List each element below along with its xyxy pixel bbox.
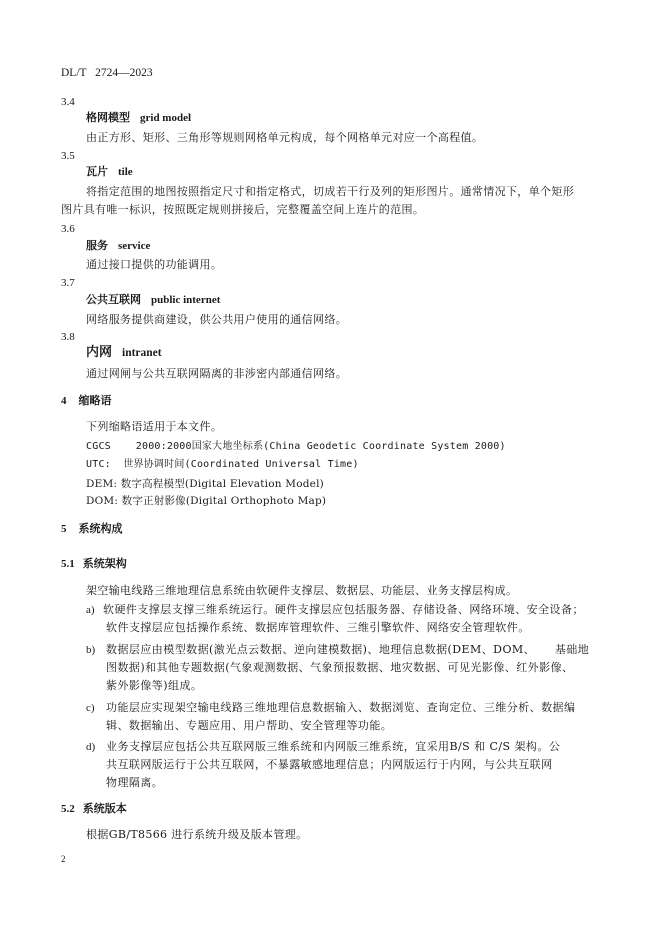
list-item-text: 图数据)和其他专题数据(气象观测数据、气象预报数据、地灾数据、可见光影像、红外影像、 (106, 661, 574, 674)
list-item-text: 物理隔离。 (106, 776, 164, 789)
abbreviation-entry: UTC: 世界协调时间(Coordinated Universal Time) (86, 459, 359, 470)
term-definition: 通过接口提供的功能调用。 (86, 258, 223, 271)
abbreviation-entry: DOM: 数字正射影像(Digital Orthophoto Map) (86, 495, 327, 507)
term-zh: 公共互联网 (86, 293, 141, 306)
term-en: tile (118, 166, 133, 178)
section-number: 4 (61, 395, 67, 407)
abbreviation-entry: CGCS 2000:2000国家大地坐标系(China Geodetic Coordinate System 2000) (86, 441, 506, 452)
section-number: 5 (61, 523, 67, 535)
term-title (86, 239, 150, 253)
list-item-label: c) (86, 702, 95, 714)
section-intro: 下列缩略语适用于本文件。 (86, 420, 223, 433)
term-definition: 将指定范围的地图按照指定尺寸和指定格式，切成若干行及列的矩形图片。通常情况下，单个矩形 (86, 185, 575, 198)
document-code-header: DL/T 2724—2023 (61, 67, 153, 79)
term-number: 3.7 (61, 277, 75, 289)
term-number: 3.4 (61, 96, 75, 108)
list-item-text: 辑、数据输出、专题应用、用户帮助、安全管理等功能。 (106, 719, 393, 732)
term-zh: 内网 (86, 345, 113, 360)
term-definition: 通过网闸与公共互联网隔离的非涉密内部通信网络。 (86, 367, 348, 380)
term-definition: 网络服务提供商建设，供公共用户使用的通信网络。 (86, 313, 348, 326)
section-heading (61, 522, 123, 536)
subsection-number: 5.2 (61, 803, 75, 815)
list-item-text: 共互联网版运行于公共互联网，不暴露敏感地理信息；内网版运行于内网，与公共互联网 (106, 758, 553, 771)
abbreviation-entry: DEM: 数字高程模型(Digital Elevation Model) (86, 478, 324, 490)
subsection-heading (61, 557, 127, 571)
list-item-label: a) (86, 604, 95, 616)
subsection-text: 根据GB/T8566 进行系统升级及版本管理。 (86, 828, 308, 841)
term-en: intranet (122, 347, 162, 359)
term-zh: 瓦片 (86, 165, 108, 178)
subsection-number: 5.1 (61, 558, 75, 570)
section-title: 系统构成 (78, 522, 123, 535)
term-title (86, 293, 220, 307)
page-number: 2 (61, 854, 66, 864)
list-item-text: 数据层应由模型数据(激光点云数据、逆向建模数据)、地理信息数据(DEM、DOM、 基础地 (106, 643, 590, 656)
section-title: 缩略语 (78, 394, 112, 407)
list-item-text: 软硬件支撑层支撑三维系统运行。硬件支撑层应包括服务器、存储设备、网络环境、安全设备； (103, 603, 584, 616)
term-definition-continued: 图片具有唯一标识，按照既定规则拼接后，完整覆盖空间上连片的范围。 (61, 203, 425, 216)
subsection-title: 系统架构 (82, 557, 127, 570)
list-item-text: 业务支撑层应包括公共互联网版三维系统和内网版三维系统，宜采用B/S 和 C/S 架构。公 (106, 740, 561, 753)
term-zh: 服务 (86, 239, 108, 252)
subsection-title: 系统版本 (82, 802, 127, 815)
term-number: 3.5 (61, 150, 75, 162)
list-item-text: 功能层应实现架空输电线路三维地理信息数据输入、数据浏览、查询定位、三维分析、数据编 (106, 701, 576, 714)
term-definition: 由正方形、矩形、三角形等规则网格单元构成，每个网格单元对应一个高程值。 (86, 131, 484, 144)
term-number: 3.6 (61, 223, 75, 235)
term-en: public internet (151, 294, 221, 306)
term-title (86, 111, 191, 125)
subsection-intro: 架空输电线路三维地理信息系统由软硬件支撑层、数据层、功能层、业务支撑层构成。 (86, 584, 518, 597)
term-number: 3.8 (61, 331, 75, 343)
list-item-text: 软件支撑层应包括操作系统、数据库管理软件、三维引擎软件、网络安全管理软件。 (106, 621, 530, 634)
subsection-heading (61, 802, 127, 816)
list-item-label: b) (86, 644, 96, 656)
term-en: grid model (140, 112, 192, 124)
term-title (86, 346, 162, 360)
term-title (86, 165, 133, 179)
term-zh: 格网模型 (86, 111, 130, 124)
list-item-text: 紫外影像等)组成。 (106, 679, 203, 692)
term-en: service (118, 240, 151, 252)
list-item-label: d) (86, 741, 96, 753)
section-heading (61, 394, 112, 408)
